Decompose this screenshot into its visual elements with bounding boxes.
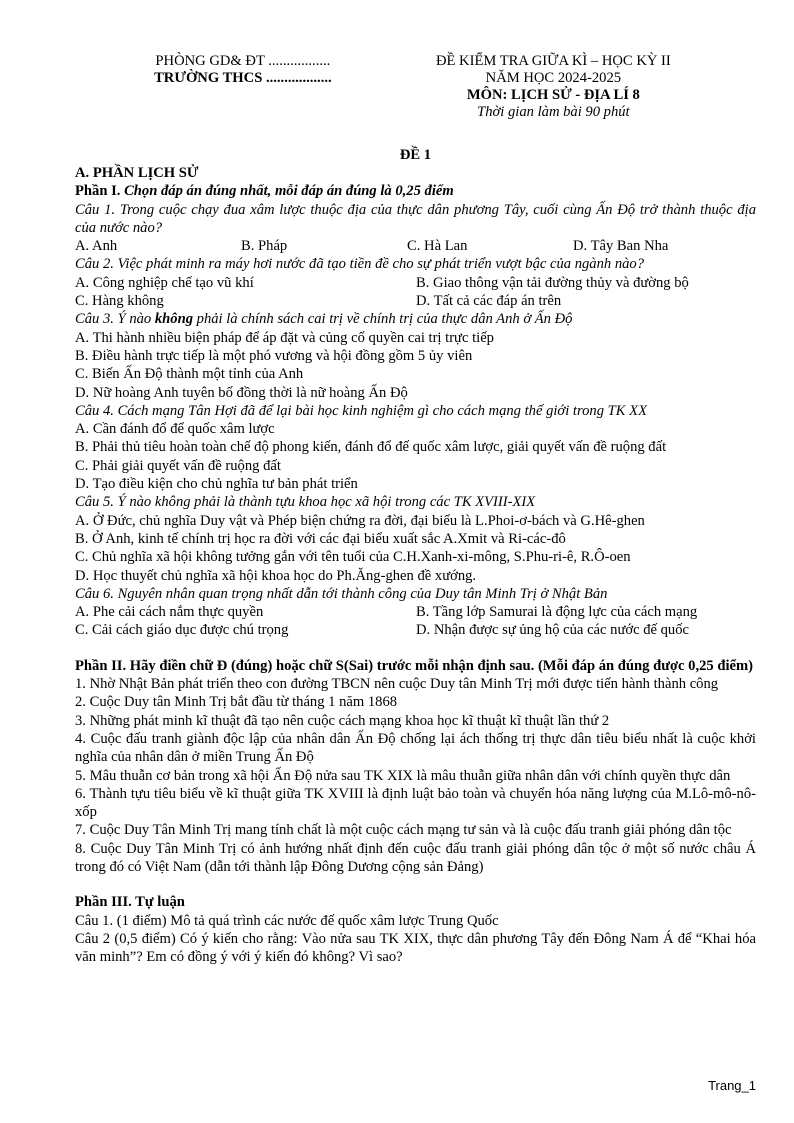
question-6-options-row2 [75, 621, 756, 639]
option-c: C. Hà Lan [407, 238, 468, 255]
option-b: B. Pháp [241, 238, 288, 255]
part1-heading [75, 182, 756, 200]
option-a: A. Cần đánh đổ để quốc xâm lược [75, 421, 275, 438]
option-a: A. Công nghiệp chế tạo vũ khí [75, 274, 254, 291]
option-c: C. Cải cách giáo dục được chú trọng [75, 622, 289, 639]
essay-question-2: Câu 2 (0,5 điểm) Có ý kiến cho rằng: Vào nửa sau TK XIX, thực dân phương Tây đến Đông Nam Á để “Khai hóa văn minh”? Em có đồng ý với ý kiến đó không? Vì sao? [75, 930, 756, 966]
exam-title: ĐỀ KIỂM TRA GIỮA KÌ – HỌC KỲ II [435, 53, 671, 69]
option-b: B. Giao thông vận tải đường thủy và đường bộ [416, 274, 689, 291]
section-a-title: A. PHẦN LỊCH SỬ [75, 165, 199, 181]
part3-title: Phần III. Tự luận [75, 894, 185, 911]
exam-info [391, 53, 756, 121]
option-b: B. Phải thủ tiêu hoàn toàn chế độ phong kiến, đánh đổ đế quốc xâm lược, giải quyết vấn đề ruộng đất [75, 439, 667, 456]
option-d: D. Tây Ban Nha [573, 238, 669, 255]
question-6: Câu 6. Nguyên nhân quan trọng nhất dẫn tới thành công của Duy tân Minh Trị ở Nhật Bản [75, 585, 608, 602]
question-6-options-row1 [75, 603, 756, 621]
question-4: Câu 4. Cách mạng Tân Hợi đã để lại bài học kinh nghiệm gì cho cách mạng thế giới trong TK XX [75, 402, 647, 419]
statement-4: 4. Cuộc đấu tranh giành độc lập của nhân dân Ấn Độ chống lại ách thống trị thực dân tiêu biểu nhất là cuộc khởi nghĩa của nhân dân ở miền Trung Ấn Độ [75, 730, 756, 766]
school-line [95, 70, 391, 87]
statement-2: 2. Cuộc Duy tân Minh Trị bắt đầu từ tháng 1 năm 1868 [75, 694, 398, 711]
duration-line: Thời gian làm bài 90 phút [477, 104, 630, 120]
option-c: C. Chủ nghĩa xã hội không tưởng gắn với tên tuổi của C.H.Xanh-xi-mông, S.Phu-ri-ê, R.Ô-oen [75, 549, 631, 566]
option-a: A. Phe cải cách nắm thực quyền [75, 604, 264, 621]
question-2: Câu 2. Việc phát minh ra máy hơi nước đã tạo tiền đề cho sự phát triển vượt bậc của ngành nào? [75, 256, 645, 273]
option-a: A. Anh [75, 238, 118, 255]
school-name: TRƯỜNG THCS .................. [154, 70, 332, 86]
subject-line: MÔN: LỊCH SỬ - ĐỊA LÍ 8 [466, 87, 640, 103]
statement-3: 3. Những phát minh kĩ thuật đã tạo nên cuộc cách mạng khoa học kĩ thuật kĩ thuật lần thứ 2 [75, 712, 610, 729]
question-2-options-row2 [75, 292, 756, 310]
statement-7: 7. Cuộc Duy Tân Minh Trị mang tính chất là một cuộc cách mạng tư sản và là cuộc đấu tranh giải phóng dân tộc [75, 822, 732, 839]
option-d: D. Tất cả các đáp án trên [416, 293, 562, 310]
essay-question-1: Câu 1. (1 điểm) Mô tả quá trình các nước đế quốc xâm lược Trung Quốc [75, 912, 499, 929]
question-3-pre: Câu 3. Ý nào [75, 311, 155, 328]
page-number: Trang_1 [708, 1078, 756, 1093]
part1-title: Chọn đáp án đúng nhất, mỗi đáp án đúng là 0,25 điểm [120, 183, 454, 200]
school-year: NĂM HỌC 2024-2025 [485, 70, 622, 86]
school-info [75, 53, 391, 121]
option-d: D. Nhận được sự ủng hộ của các nước đế quốc [416, 622, 689, 639]
question-3-emphasis: không [154, 311, 193, 328]
question-3-post: phải là chính sách cai trị về chính trị của thực dân Anh ở Ấn Độ [193, 311, 573, 328]
question-3 [75, 310, 756, 328]
statement-8: 8. Cuộc Duy Tân Minh Trị có ảnh hướng nhất định đến cuộc đấu tranh giải phóng dân tộc ở một số nước châu Á trong đó có Việt Nam (dẫn tới thành lập Đông Dương cộng sản Đảng) [75, 840, 756, 875]
option-c: C. Biến Ấn Độ thành một tỉnh của Anh [75, 366, 304, 383]
question-1: Câu 1. Trong cuộc chạy đua xâm lược thuộc địa của thực dân phương Tây, cuối cùng Ấn Độ trở thành thuộc địa của nước nào? [75, 201, 756, 236]
exam-code: ĐỀ 1 [399, 147, 432, 163]
option-c: C. Hàng không [75, 293, 164, 310]
option-d: D. Tạo điều kiện cho chủ nghĩa tư bản phát triển [75, 476, 358, 493]
option-d: D. Nữ hoàng Anh tuyên bố đồng thời là nữ hoàng Ấn Độ [75, 384, 408, 401]
exam-header [75, 53, 756, 121]
option-b: B. Tầng lớp Samurai là động lực của cách mạng [416, 604, 698, 621]
option-a: A. Thi hành nhiều biện pháp để áp đặt và củng cố quyền cai trị trực tiếp [75, 329, 494, 346]
statement-6: 6. Thành tựu tiêu biểu về kĩ thuật giữa TK XVIII là định luật bảo toàn và chuyển hóa năng lượng của M.Lô-mô-nô-xốp [75, 785, 756, 821]
option-b: B. Điều hành trực tiếp là một phó vương và hội đồng gồm 5 ủy viên [75, 347, 473, 364]
question-2-options-row1 [75, 274, 756, 292]
department-line: PHÒNG GD& ĐT ................. [155, 53, 331, 69]
part2-title: Phần II. Hãy điền chữ Đ (đúng) hoặc chữ S(Sai) trước mỗi nhận định sau. (Mỗi đáp án đúng được 0,25 điểm) [75, 657, 754, 674]
option-a: A. Ở Đức, chủ nghĩa Duy vật và Phép biện chứng ra đời, đại biểu là L.Phoi-ơ-bách và G.Hê-ghen [75, 512, 645, 529]
exam-page [75, 53, 756, 966]
statement-5: 5. Mâu thuẫn cơ bản trong xã hội Ấn Độ nửa sau TK XIX là mâu thuẫn giữa nhân dân với chính quyền thực dân [75, 767, 731, 784]
option-c: C. Phải giải quyết vấn đề ruộng đất [75, 457, 281, 474]
part1-label: Phần I. [75, 183, 121, 200]
question-5: Câu 5. Ý nào không phải là thành tựu khoa học xã hội trong các TK XVIII-XIX [75, 494, 536, 511]
option-d: D. Học thuyết chủ nghĩa xã hội khoa học do Ph.Ăng-ghen đề xướng. [75, 567, 477, 584]
option-b: B. Ở Anh, kinh tế chính trị học ra đời với các đại biểu xuất sắc A.Xmit và Ri-các-đô [75, 530, 566, 547]
statement-1: 1. Nhờ Nhật Bản phát triển theo con đường TBCN nên cuộc Duy tân Minh Trị mới được tiến hành thành công [75, 676, 719, 693]
question-1-options [75, 237, 756, 255]
